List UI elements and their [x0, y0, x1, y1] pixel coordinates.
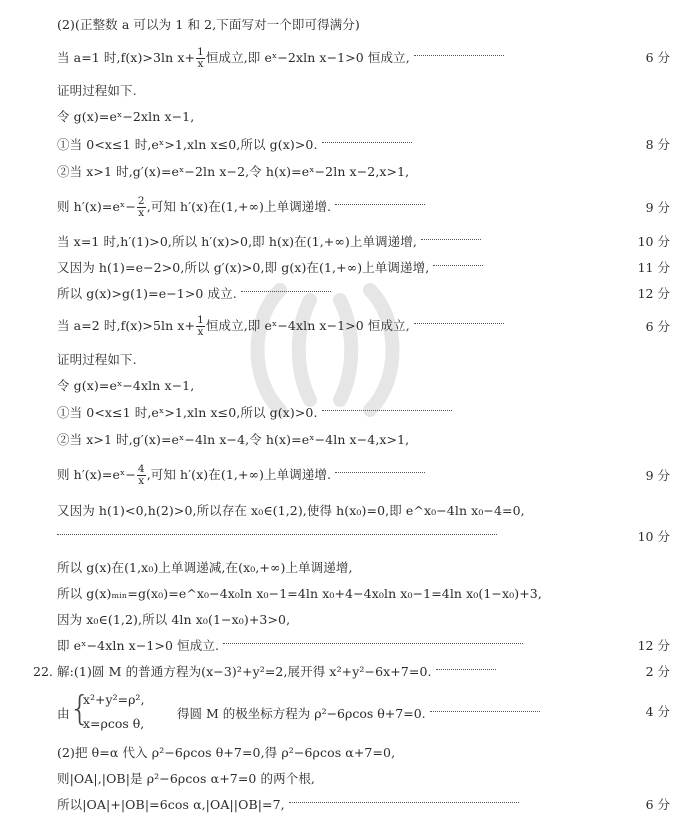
conclusion-a2: 即 eˣ−4xln x−1>0 恒成立. [57, 638, 692, 654]
case2-a2: ②当 x>1 时,g′(x)=eˣ−4ln x−4,令 h(x)=eˣ−4ln x−4,x>1, [57, 432, 410, 447]
score-6-c: 6 分 [645, 797, 670, 812]
score-6: 6 分 [645, 50, 670, 65]
define-g1: 令 g(x)=eˣ−2xln x−1, [57, 109, 195, 124]
monotonic-a2: 所以 g(x)在(1,x₀)上单调递减,在(x₀,+∞)上单调递增, [57, 560, 353, 575]
case1-a2: ①当 0<x≤1 时,eˣ>1,xln x≤0,所以 g(x)>0. [57, 405, 692, 421]
score-10: 10 分 [637, 234, 670, 249]
case-a1-statement: 当 a=1 时,f(x)>3ln x+ $\frac{1}{x}$ 恒成立,即 eˣ−2xln x−1>0 恒成立, [57, 44, 692, 72]
h-derivative-a2: 则 h′(x)=eˣ− $\frac{4}{x}$ ,可知 h′(x)在(1,+∞)上单调递增. [57, 461, 692, 489]
case2-a1: ②当 x>1 时,g′(x)=eˣ−2ln x−2,令 h(x)=eˣ−2ln x−2,x>1, [57, 164, 410, 179]
score-6-b: 6 分 [645, 319, 670, 334]
sum-product: 所以|OA|+|OB|=6cos α,|OA||OB|=7, [57, 797, 692, 813]
score-12-b: 12 分 [637, 638, 670, 653]
proof-intro-1: 证明过程如下. [57, 83, 137, 98]
conclusion-a1: 所以 g(x)>g(1)=e−1>0 成立. [57, 286, 692, 302]
proof-intro-2: 证明过程如下. [57, 352, 137, 367]
existence-x0: 又因为 h(1)<0,h(2)>0,所以存在 x₀∈(1,2),使得 h(x₀)=0,即 e^x₀−4ln x₀−4=0, [57, 503, 525, 518]
polar-system: 由 { x²+y²=ρ², x=ρcos θ, 得圆 M 的极坐标方程为 ρ²−6ρcos θ+7=0. [57, 690, 637, 736]
q22-part1: 解:(1)圆 M 的普通方程为(x−3)²+y²=2,展开得 x²+y²−6x+7=0. [57, 664, 692, 680]
score-4: 4 分 [645, 704, 670, 719]
question-22-number: 22. [33, 664, 53, 679]
monotonic-1: 当 x=1 时,h′(1)>0,所以 h′(x)>0,即 h(x)在(1,+∞)上单调递增, [57, 234, 692, 250]
score-2: 2 分 [645, 664, 670, 679]
existence-leader [57, 529, 692, 545]
fraction-4-over-x: $\frac{4}{x}$ [137, 463, 145, 487]
score-9: 9 分 [645, 200, 670, 215]
score-11: 11 分 [637, 260, 670, 275]
part2-note: (2)(正整数 a 可以为 1 和 2,下面写对一个即可得满分) [57, 17, 360, 32]
case-a2-statement: 当 a=2 时,f(x)>5ln x+ $\frac{1}{x}$ 恒成立,即 eˣ−4xln x−1>0 恒成立, [57, 312, 692, 340]
roots-statement: 则|OA|,|OB|是 ρ²−6ρcos α+7=0 的两个根, [57, 771, 315, 786]
fraction-2-over-x: $\frac{2}{x}$ [137, 195, 145, 219]
h-derivative-a1: 则 h′(x)=eˣ− $\frac{2}{x}$ ,可知 h′(x)在(1,+∞)上单调递增. [57, 193, 692, 221]
score-9-b: 9 分 [645, 468, 670, 483]
case1-a1: ①当 0<x≤1 时,eˣ>1,xln x≤0,所以 g(x)>0. [57, 137, 692, 153]
q22-part2: (2)把 θ=α 代入 ρ²−6ρcos θ+7=0,得 ρ²−6ρcos α+7=0, [57, 745, 396, 760]
score-10-b: 10 分 [637, 529, 670, 544]
x0-range: 因为 x₀∈(1,2),所以 4ln x₀(1−x₀)+3>0, [57, 612, 291, 627]
fraction-1-over-x: $\frac{1}{x}$ [197, 46, 204, 70]
score-12-a: 12 分 [637, 286, 670, 301]
fraction-1-over-x-2: $\frac{1}{x}$ [197, 314, 204, 338]
g-minimum: 所以 g(x)ₘᵢₙ=g(x₀)=e^x₀−4x₀ln x₀−1=4ln x₀+4−4x₀ln x₀−1=4ln x₀(1−x₀)+3, [57, 586, 542, 601]
monotonic-2: 又因为 h(1)=e−2>0,所以 g′(x)>0,即 g(x)在(1,+∞)上单调递增, [57, 260, 692, 276]
define-g2: 令 g(x)=eˣ−4xln x−1, [57, 378, 195, 393]
score-8: 8 分 [645, 137, 670, 152]
